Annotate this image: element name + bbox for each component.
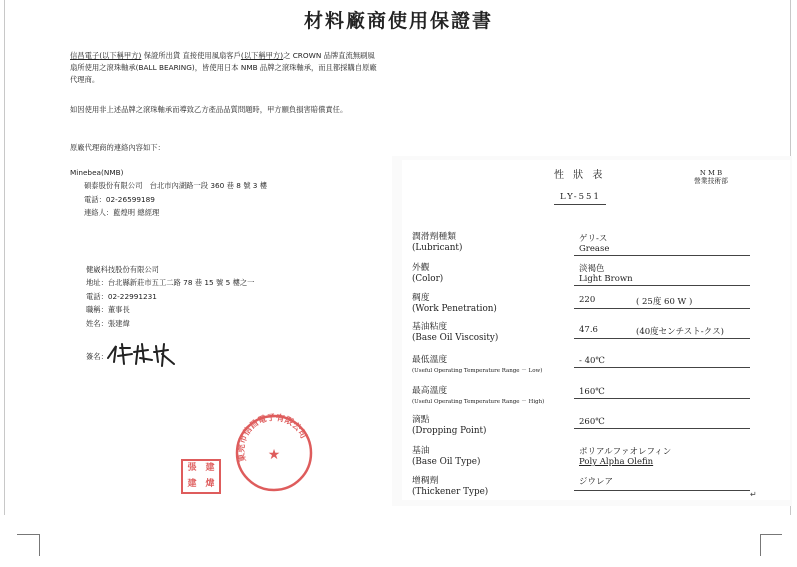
agent-2-address: 地址：台北縣新莊市五工二路 78 巷 15 號 5 樓之一 [86,278,255,288]
spec-label-jp: 滴點 [412,415,430,425]
spec-row-line [574,398,750,399]
spec-row-label [412,355,542,377]
document-title: 材料廠商使用保證書 [303,10,493,32]
agent-1-company: 碩泰股份有限公司 台北市內湖路一段 360 巷 8 號 3 樓 [84,181,268,191]
crop-mark-br-v [760,534,761,556]
spec-header: 性 狀 表 [554,170,606,181]
seal-char-2: 建 [205,463,215,473]
party-a-note: (以下稱甲方) [99,51,142,60]
spec-value-2: Poly Alpha Olefin [579,457,654,467]
spec-label-en: (Base Oil Type) [412,457,481,467]
spec-row-label [412,263,443,285]
party-b-note: (以下稱甲方) [240,51,284,60]
spec-row-value: 47.6 [579,325,598,335]
spec-label-jp: 基油 [412,446,430,456]
spec-organization [694,169,728,185]
agent-2-block [86,263,254,330]
property-spec-sheet [402,160,790,500]
spec-row-value [579,264,633,284]
agent-2-phone: 電話：02-22991231 [86,291,157,301]
spec-label-jp: 增稠劑 [412,476,439,486]
page-border-left [4,0,5,515]
agent-1-block [70,166,267,220]
agent-1-phone: 電話：02-26599189 [84,194,155,204]
agent-2-company: 健崴科技股份有限公司 [86,265,159,274]
spec-row-label [412,446,480,468]
crop-mark-bl-h [17,534,39,535]
spec-row-value: ジウレア [579,477,614,487]
agent-2-position: 職稱：董事長 [86,305,130,315]
spec-label-jp: 潤滑劑種類 [412,232,456,242]
spec-row-value: - 40℃ [579,356,605,366]
spec-row-line [574,308,750,309]
spec-row-line [574,285,750,286]
round-stamp-text: 東莞市信昌電子有限公司 [236,413,309,463]
spec-label-jp: 最高溫度 [412,386,448,396]
company-name: 信昌電子 [70,51,100,60]
spec-label-jp: 最低溫度 [412,355,448,365]
spec-label-en: (Color) [412,274,444,284]
para1-mid: 保證所出貨 直接使用風扇客戶 [143,51,241,60]
star-icon: ★ [267,447,281,463]
spec-label-en: (Thickener Type) [412,487,489,497]
spec-label-en: (Lubricant) [412,243,463,253]
spec-row-label [412,293,497,315]
spec-row-label [412,232,462,254]
spec-label-en: (Base Oil Viscosity) [412,333,499,343]
spec-model-underline [554,204,606,205]
spec-org-line-1: N M B [699,169,723,177]
spec-value-2: Light Brown [579,274,633,284]
spec-row-value: 220 [579,295,596,305]
spec-row-line [574,490,750,491]
spec-row-note: (40度センチスト-クス) [636,327,724,337]
spec-label-jp: 稠度 [412,293,430,303]
letter-paragraph-1 [70,50,380,86]
spec-row-value [579,447,671,467]
seal-char-4: 煒 [205,478,215,489]
spec-row-note: ( 25度 60 W ) [636,297,693,307]
seal-char-3: 建 [187,478,197,489]
spec-row-label [412,476,488,498]
company-round-stamp [234,413,314,493]
signature-label: 簽名： [86,352,108,361]
spec-value-2: Grease [579,244,610,254]
spec-row-line [574,367,750,368]
agent-1-brand: Minebea(NMB) [70,168,124,177]
spec-model-number: LY-551 [560,192,601,202]
spec-row-value: 160℃ [579,387,605,397]
spec-org-line-2: 營業技術部 [694,177,728,185]
agent-1-contact: 連絡人：藍煌明 總經理 [84,208,160,218]
spec-row-line [574,428,750,429]
spec-label-jp: 基油粘度 [412,322,448,332]
spec-value-1: ポリアルファオレフィン [579,447,672,457]
spec-row-line [574,338,750,339]
spec-label-en: (Useful Operating Temperature Range － High) [412,399,545,405]
crop-mark-bl-v [39,534,40,556]
para1-rest: 之 CROWN 品牌直流無刷風扇所使用之滾珠軸承(BALL BEARING)，皆使用日本 NMB 品牌之滾珠軸承，而且都採購自原廠代理商。 [70,51,377,84]
spec-row-value [579,234,609,254]
spec-row-label [412,322,498,344]
square-seal-stamp [181,459,221,494]
letter-paragraph-3: 原廠代理商的連絡內容如下： [70,143,165,152]
handwritten-signature [104,340,184,368]
spec-label-en: (Useful Operating Temperature Range － Low) [412,368,543,374]
crop-mark-br-h [760,534,782,535]
spec-label-en: (Dropping Point) [412,426,487,436]
spec-label-en: (Work Penetration) [412,304,497,314]
letter-paragraph-2: 如因使用非上述品牌之滾珠軸承而導致乙方產品品質問題時，甲方願負損害賠償責任。 [70,105,348,114]
spec-row-label [412,386,544,408]
spec-value-1: 淡褐色 [579,264,605,274]
spec-value-1: ゲリ-ス [579,234,608,244]
spec-row-value: 260℃ [579,417,605,427]
paragraph-return-mark: ↵ [750,490,757,499]
spec-label-jp: 外觀 [412,263,430,273]
spec-row-line [574,255,750,256]
seal-char-1: 張 [187,463,197,473]
agent-2-name: 姓名：張建煒 [86,318,130,328]
spec-row-label [412,415,486,437]
